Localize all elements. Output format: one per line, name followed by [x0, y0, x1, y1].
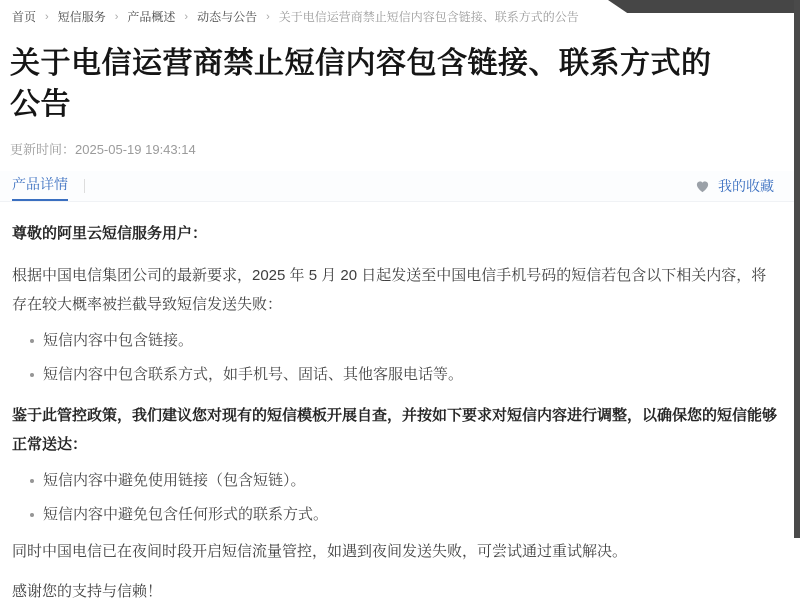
- breadcrumb-separator-icon: ›: [266, 10, 270, 23]
- list-item: 短信内容中避免使用链接（包含短链）。: [30, 471, 780, 491]
- adjustment-list: [12, 471, 780, 525]
- breadcrumb-separator-icon: ›: [45, 10, 49, 23]
- page-title: 关于电信运营商禁止短信内容包含链接、联系方式的公告: [10, 47, 712, 121]
- paragraph-night-control: 同时中国电信已在夜间时段开启短信流量管控，如遇到夜间发送失败，可尝试通过重试解决。: [12, 543, 628, 560]
- paragraph-advice: 鉴于此管控政策，我们建议您对现有的短信模板开展自查，并按如下要求对短信内容进行调整，以确保您的短信能够正常送达：: [12, 407, 778, 453]
- breadcrumb-item-product-overview[interactable]: 产品概述: [127, 10, 176, 24]
- breadcrumb-item-sms-service[interactable]: 短信服务: [57, 10, 106, 24]
- favorite-button[interactable]: [694, 176, 774, 196]
- paragraph-requirement: 根据中国电信集团公司的最新要求，2025 年 5 月 20 日起发送至中国电信手机号码的短信若包含以下相关内容，将存在较大概率被拦截导致短信发送失败：: [12, 267, 767, 313]
- tab-divider: [84, 179, 85, 193]
- breadcrumb-item-announcements[interactable]: 动态与公告: [197, 10, 258, 24]
- breadcrumb-separator-icon: ›: [114, 10, 119, 23]
- blocked-content-list: [12, 331, 780, 385]
- favorite-label: 我的收藏: [718, 178, 774, 194]
- list-item: 短信内容中避免包含任何形式的联系方式。: [30, 505, 780, 525]
- dark-edge-top-right: [608, 0, 800, 13]
- article-body: [0, 202, 792, 603]
- list-item: 短信内容中包含链接。: [30, 331, 780, 351]
- breadcrumb-item-home[interactable]: 首页: [12, 10, 37, 24]
- list-item: 短信内容中包含联系方式，如手机号、固话、其他客服电话等。: [30, 365, 780, 385]
- greeting-text: 尊敬的阿里云短信服务用户：: [12, 225, 208, 242]
- heart-icon: [694, 178, 711, 194]
- paragraph-thanks: 感谢您的支持与信赖！: [12, 583, 163, 600]
- breadcrumb-separator-icon: ›: [184, 10, 189, 23]
- tab-bar: [0, 171, 800, 202]
- update-time: 更新时间：2025-05-19 19:43:14: [10, 142, 196, 157]
- breadcrumb-item-current: 关于电信运营商禁止短信内容包含链接、联系方式的公告: [278, 10, 579, 24]
- dark-edge-right: [794, 0, 800, 538]
- tab-product-details[interactable]: 产品详情: [12, 171, 68, 201]
